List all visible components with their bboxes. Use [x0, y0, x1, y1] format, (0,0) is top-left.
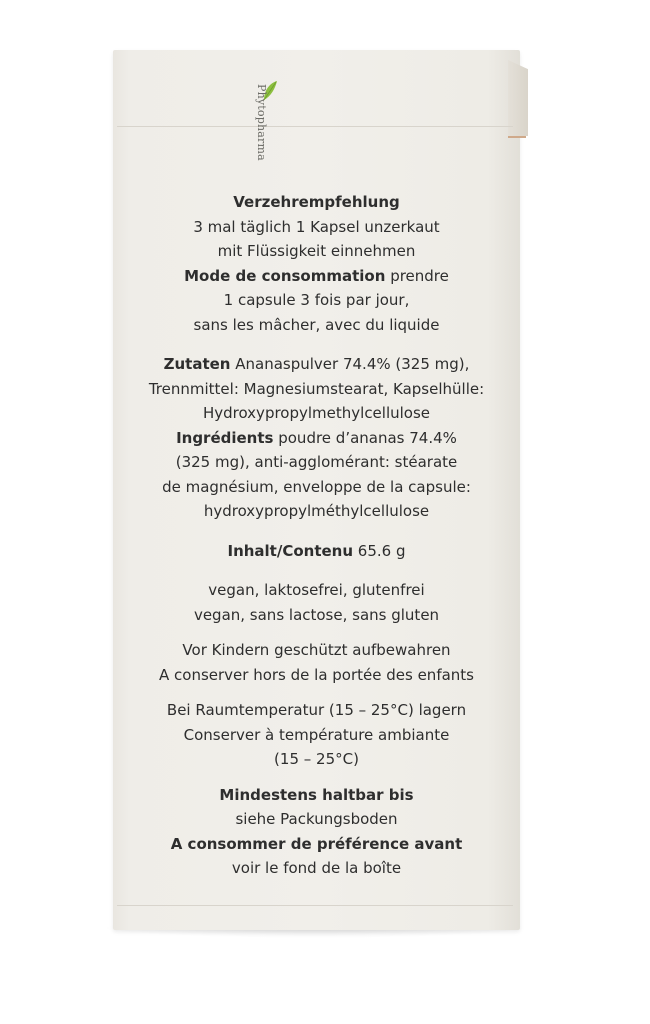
- dosage-line1-de: 3 mal täglich 1 Kapsel unzerkaut: [193, 217, 440, 236]
- ingredients-line4-fr: hydroxypropylméthylcellulose: [203, 502, 430, 520]
- label-text-panel: [113, 190, 520, 881]
- box-top-seam: [117, 126, 513, 127]
- brand-logo-text: Phytopharma: [255, 84, 268, 161]
- diet-line-de: vegan, laktosefrei, glutenfrei: [208, 581, 425, 599]
- dosage-line2-de: mit Flüssigkeit einnehmen: [217, 242, 416, 260]
- dosage-line3-fr: sans les mâcher, avec du liquide: [193, 315, 440, 334]
- storage-line-de: Bei Raumtemperatur (15 – 25°C) lagern: [166, 701, 467, 719]
- dosage-heading-fr: Mode de consommation prendre: [184, 266, 449, 285]
- box-top-flap: [508, 60, 528, 136]
- box-flap-edge: [508, 136, 526, 138]
- ingredients-heading-fr: Ingrédients poudre d’ananas 74.4%: [176, 428, 457, 447]
- box-bottom-seam: [117, 905, 513, 906]
- diet-line-fr: vegan, sans lactose, sans gluten: [193, 605, 440, 624]
- ingredients-heading-de: Zutaten Ananaspulver 74.4% (325 mg),: [163, 355, 470, 373]
- best-before-line-de: siehe Packungsboden: [235, 810, 398, 828]
- best-before-heading-fr: A consommer de préférence avant: [170, 834, 463, 853]
- storage-line1-fr: Conserver à température ambiante: [183, 725, 450, 744]
- children-line-fr: A conserver hors de la portée des enfants: [158, 665, 474, 684]
- children-line-de: Vor Kindern geschützt aufbewahren: [182, 641, 451, 659]
- best-before-heading-de: Mindestens haltbar bis: [219, 785, 414, 804]
- contents-line: Inhalt/Contenu 65.6 g: [227, 541, 406, 560]
- storage-line2-fr: (15 – 25°C): [274, 750, 359, 768]
- dosage-line2-fr: 1 capsule 3 fois par jour,: [223, 291, 410, 309]
- ingredients-line3-de: Hydroxypropylmethylcellulose: [202, 404, 431, 422]
- best-before-line-fr: voir le fond de la boîte: [231, 859, 402, 877]
- ingredients-line2-fr: (325 mg), anti-agglomérant: stéarate: [175, 453, 458, 471]
- ingredients-line3-fr: de magnésium, enveloppe de la capsule:: [162, 477, 471, 496]
- dosage-heading-de: Verzehrempfehlung: [233, 193, 400, 211]
- ingredients-line2-de: Trennmittel: Magnesiumstearat, Kapselhülle:: [148, 379, 485, 398]
